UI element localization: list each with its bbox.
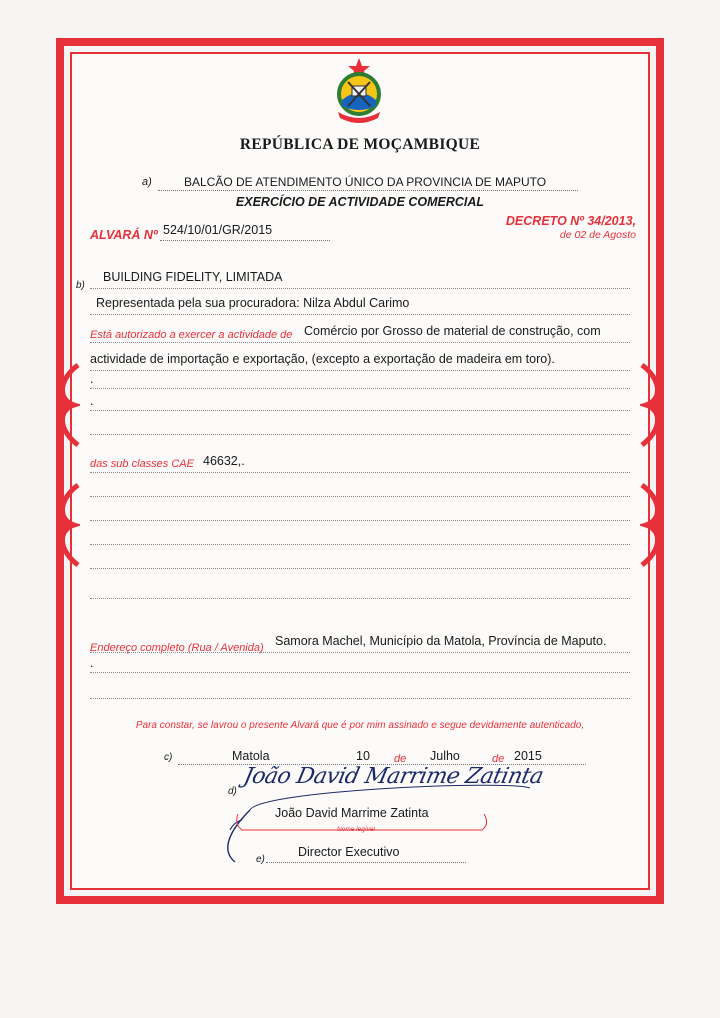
- address-line: [90, 652, 630, 653]
- date-de-2: de: [492, 753, 505, 765]
- blank-line-5: [90, 520, 630, 521]
- holder-prefix: b): [76, 280, 85, 291]
- date-year: 2015: [514, 749, 542, 763]
- activity-line2-rule: [90, 370, 630, 371]
- cae-value: 46632,.: [203, 454, 245, 468]
- address-bullet: .: [90, 656, 94, 670]
- issuer-name: BALCÃO DE ATENDIMENTO ÚNICO DA PROVINCIA DE MAPUTO: [184, 175, 547, 189]
- alvara-dotted-line: [160, 240, 330, 241]
- date-month: Julho: [430, 749, 460, 763]
- date-prefix: c): [164, 752, 173, 763]
- mozambique-coat-of-arms-icon: [330, 56, 388, 126]
- address-blank-line-2: [90, 698, 630, 699]
- left-scroll-ornament-top: [54, 360, 80, 450]
- activity-bullet1: .: [90, 372, 94, 386]
- blank-line-1: [90, 388, 630, 389]
- issuer-prefix: a): [142, 176, 152, 188]
- activity-line2: actividade de importação e exportação, (excepto a exportação de madeira em toro).: [90, 352, 555, 366]
- country-title: REPÚBLICA DE MOÇAMBIQUE: [239, 136, 481, 153]
- representative-line: [90, 314, 630, 315]
- title-prefix: e): [256, 854, 265, 865]
- address-value: Samora Machel, Município da Matola, Província de Maputo.: [275, 634, 607, 648]
- blank-line-3: [90, 434, 630, 435]
- holder-company: BUILDING FIDELITY, LIMITADA: [103, 270, 283, 284]
- address-blank-line-1: [90, 672, 630, 673]
- holder-line: [90, 288, 630, 289]
- title-dotted-line: [266, 862, 466, 863]
- activity-label: Está autorizado a exercer a actividade de: [90, 329, 293, 341]
- cae-line: [90, 472, 630, 473]
- activity-line1: Comércio por Grosso de material de construção, com: [304, 324, 601, 338]
- blank-line-2: [90, 410, 630, 411]
- signature-prefix: d): [228, 786, 237, 797]
- cae-label: das sub classes CAE: [90, 458, 194, 470]
- date-day: 10: [356, 749, 370, 763]
- date-place: Matola: [232, 749, 270, 763]
- right-scroll-ornament-bottom: [640, 480, 666, 570]
- issuer-dotted-line: [158, 190, 578, 191]
- alvara-number: 524/10/01/GR/2015: [163, 223, 273, 237]
- address-label: Endereço completo (Rua / Avenida): [90, 642, 264, 654]
- signer-name-caption: Nome legível: [337, 826, 375, 833]
- signer-name: João David Marrime Zatinta: [275, 806, 429, 820]
- signer-title: Director Executivo: [298, 845, 400, 859]
- blank-line-6: [90, 544, 630, 545]
- signature-handwriting: João David Marrime Zatinta: [241, 764, 546, 789]
- left-scroll-ornament-bottom: [54, 480, 80, 570]
- decree-number: DECRETO Nº 34/2013,: [505, 214, 636, 228]
- blank-line-7: [90, 568, 630, 569]
- holder-representative: Representada pela sua procuradora: Nilza Abdul Carimo: [96, 296, 410, 310]
- alvara-label: ALVARÁ Nº: [90, 228, 158, 242]
- date-de-1: de: [394, 753, 407, 765]
- activity-line1-rule: [90, 342, 630, 343]
- right-scroll-ornament-top: [640, 360, 666, 450]
- issuer-subtitle: EXERCÍCIO DE ACTIVIDADE COMERCIAL: [235, 195, 485, 209]
- decree-date: de 02 de Agosto: [559, 229, 636, 241]
- blank-line-4: [90, 496, 630, 497]
- blank-line-8: [90, 598, 630, 599]
- activity-bullet2: .: [90, 394, 94, 408]
- closing-statement: Para constar, se lavrou o presente Alvará que é por mim assinado e segue devidamente autenticado,: [135, 720, 585, 731]
